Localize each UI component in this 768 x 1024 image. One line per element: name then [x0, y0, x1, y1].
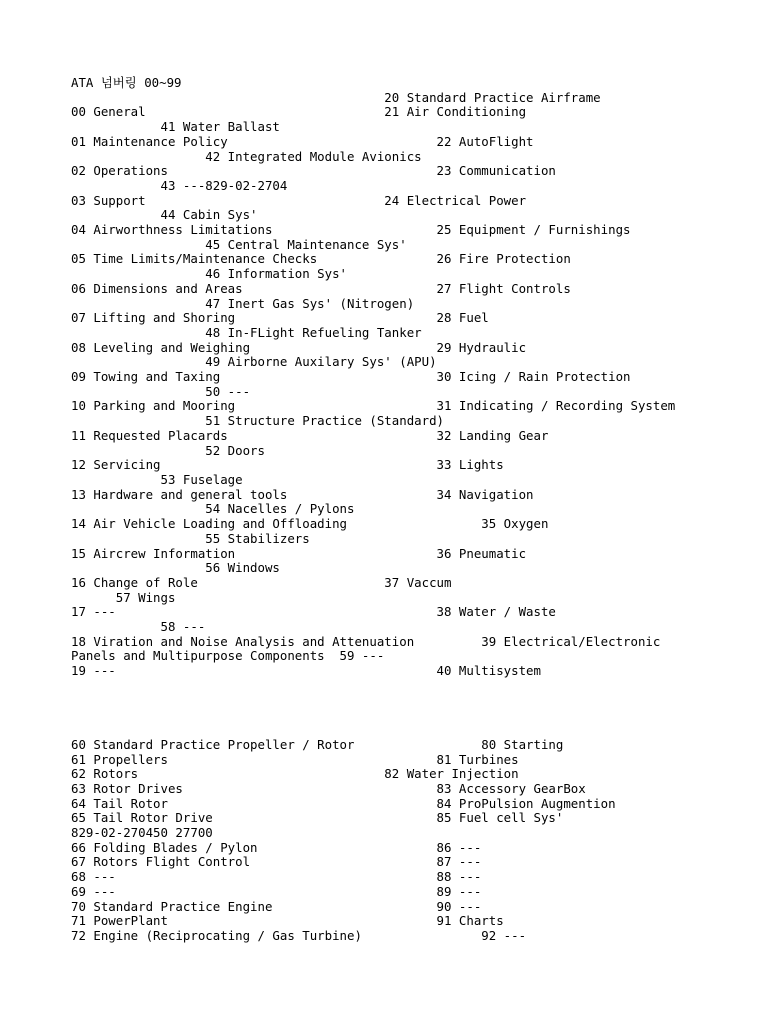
text-line: 66 Folding Blades / Pylon 86 --- — [71, 839, 482, 855]
text-line: 20 Standard Practice Airframe — [71, 89, 601, 105]
text-line: 50 --- — [71, 383, 251, 399]
text-line: 65 Tail Rotor Drive 85 Fuel cell Sys' — [71, 810, 564, 826]
text-line: 49 Airborne Auxilary Sys' (APU) — [71, 354, 437, 370]
text-line: 16 Change of Role 37 Vaccum — [71, 574, 452, 590]
text-line: 62 Rotors 82 Water Injection — [71, 766, 519, 782]
text-line: 08 Leveling and Weighing 29 Hydraulic — [71, 339, 527, 355]
text-line: 09 Towing and Taxing 30 Icing / Rain Protection — [71, 369, 631, 385]
text-line: 12 Servicing 33 Lights — [71, 457, 504, 473]
text-line: 44 Cabin Sys' — [71, 207, 258, 223]
text-line: 58 --- — [71, 619, 206, 635]
text-line: 01 Maintenance Policy 22 AutoFlight — [71, 133, 534, 149]
text-line: 18 Viration and Noise Analysis and Attenuation 39 Electrical/Electronic — [71, 633, 661, 649]
text-line: 15 Aircrew Information 36 Pneumatic — [71, 545, 527, 561]
text-line: 14 Air Vehicle Loading and Offloading 35 Oxygen — [71, 516, 549, 532]
text-line: 17 --- 38 Water / Waste — [71, 604, 556, 620]
text-line: 03 Support 24 Electrical Power — [71, 192, 527, 208]
text-line: 63 Rotor Drives 83 Accessory GearBox — [71, 780, 586, 796]
text-line: 19 --- 40 Multisystem — [71, 663, 541, 679]
text-line: 57 Wings — [71, 589, 176, 605]
text-line: 71 PowerPlant 91 Charts — [71, 913, 504, 929]
text-line: 56 Windows — [71, 560, 280, 576]
text-line: 13 Hardware and general tools 34 Navigation — [71, 486, 534, 502]
text-line: 47 Inert Gas Sys' (Nitrogen) — [71, 295, 415, 311]
text-line: 61 Propellers 81 Turbines — [71, 751, 519, 767]
text-line: 00 General 21 Air Conditioning — [71, 104, 527, 120]
text-line: 45 Central Maintenance Sys' — [71, 236, 407, 252]
text-line: 829-02-270450 27700 — [71, 825, 213, 841]
text-line: 53 Fuselage — [71, 471, 243, 487]
text-line: 68 --- 88 --- — [71, 869, 482, 885]
text-line: 07 Lifting and Shoring 28 Fuel — [71, 310, 489, 326]
text-line: 11 Requested Placards 32 Landing Gear — [71, 427, 549, 443]
section-gap — [71, 679, 761, 738]
text-line: 60 Standard Practice Propeller / Rotor 80 Starting — [71, 736, 564, 752]
text-line: 04 Airworthness Limitations 25 Equipment / Furnishings — [71, 222, 631, 238]
text-line: 06 Dimensions and Areas 27 Flight Controls — [71, 280, 571, 296]
text-line: 41 Water Ballast — [71, 119, 280, 135]
text-line: 05 Time Limits/Maintenance Checks 26 Fire Protection — [71, 251, 571, 267]
text-line: 46 Information Sys' — [71, 266, 348, 282]
text-line: 51 Structure Practice (Standard) — [71, 413, 444, 429]
text-line: 52 Doors — [71, 442, 265, 458]
text-line: 64 Tail Rotor 84 ProPulsion Augmention — [71, 795, 616, 811]
text-line: 43 ---829-02-2704 — [71, 177, 288, 193]
text-line: 55 Stabilizers — [71, 530, 310, 546]
text-line: 70 Standard Practice Engine 90 --- — [71, 898, 482, 914]
ata-list-block-2 — [71, 738, 761, 944]
document-body — [71, 76, 761, 944]
text-line: 48 In-FLight Refueling Tanker — [71, 324, 422, 340]
text-line: 69 --- 89 --- — [71, 883, 482, 899]
text-line: 10 Parking and Mooring 31 Indicating / Recording System — [71, 398, 676, 414]
text-line: Panels and Multipurpose Components 59 --- — [71, 648, 385, 664]
text-line: 72 Engine (Reciprocating / Gas Turbine) 92 --- — [71, 927, 527, 943]
text-line: ATA 넘버링 00~99 — [71, 75, 182, 90]
text-line: 67 Rotors Flight Control 87 --- — [71, 854, 482, 870]
ata-list-block-1 — [71, 76, 761, 679]
text-line: 42 Integrated Module Avionics — [71, 148, 422, 164]
text-line: 54 Nacelles / Pylons — [71, 501, 355, 517]
text-line: 02 Operations 23 Communication — [71, 163, 556, 179]
